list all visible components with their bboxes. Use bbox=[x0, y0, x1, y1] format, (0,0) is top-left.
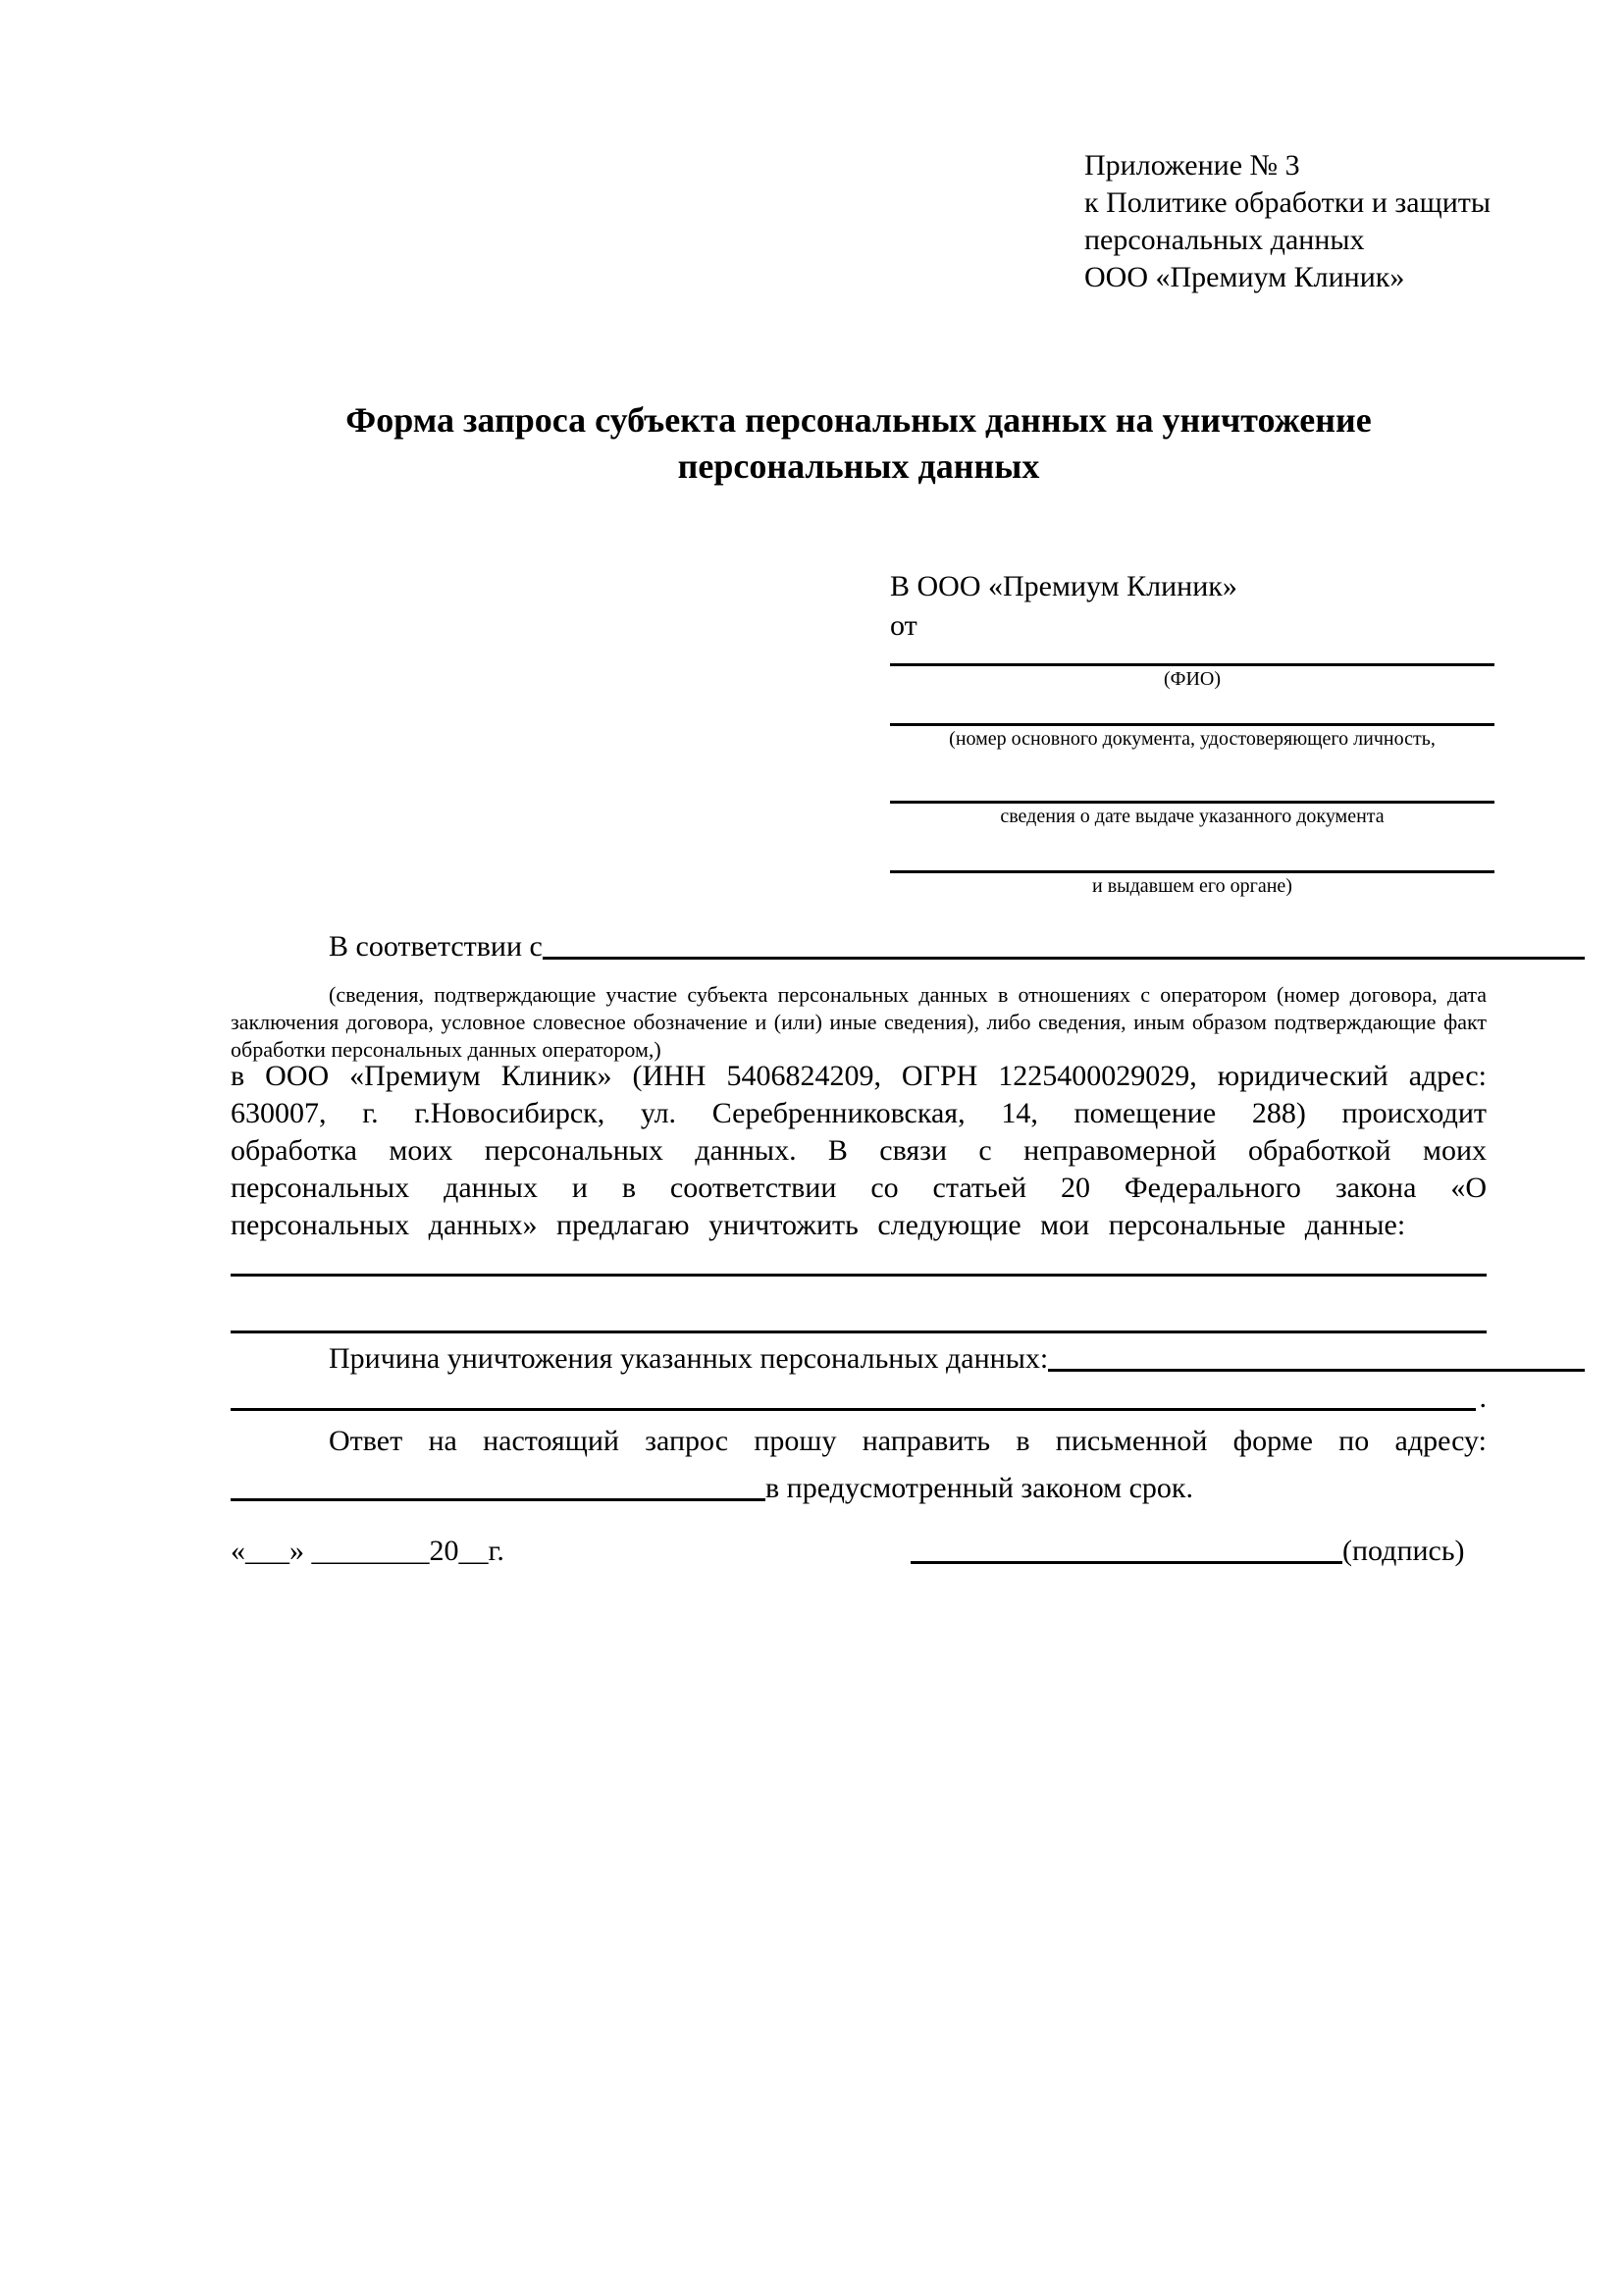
signature-line bbox=[911, 1533, 1342, 1564]
recipient-from-label: от bbox=[890, 609, 917, 642]
address-row bbox=[231, 1470, 1487, 1507]
reply-paragraph: Ответ на настоящий запрос прошу направить в письменной форме по адресу: bbox=[329, 1425, 1487, 1457]
reason-row bbox=[231, 1340, 1585, 1378]
signature-caption: (подпись) bbox=[1342, 1535, 1465, 1567]
issuing-authority-line bbox=[890, 829, 1494, 873]
reason-continuation-row bbox=[231, 1380, 1487, 1417]
personal-data-blank-line-1 bbox=[231, 1217, 1487, 1277]
id-number-line bbox=[890, 692, 1494, 726]
recipient-to: В ООО «Премиум Клиник» bbox=[890, 570, 1237, 602]
reply-tail: в предусмотренный законом срок. bbox=[765, 1472, 1193, 1504]
appendix-block bbox=[1084, 147, 1491, 296]
appendix-line-3: персональных данных bbox=[1084, 224, 1365, 256]
accordance-lead: В соответствии с bbox=[329, 930, 543, 963]
accordance-fill-line bbox=[543, 928, 1585, 960]
title-line-2: персональных данных bbox=[677, 446, 1040, 486]
fio-caption: (ФИО) bbox=[1163, 668, 1221, 690]
date-blank: «___» ________20__г. bbox=[231, 1535, 504, 1567]
reason-line-period: . bbox=[1479, 1382, 1487, 1414]
document-title bbox=[231, 397, 1487, 490]
body-paragraph: в ООО «Премиум Клиник» (ИНН 5406824209, ОГРН 1225400029029, юридический адрес: 630007, г. г.Новосибирск, ул. Серебренниковская, 14, помещение 288) происходит обработка моих персональных данных. В связи с неправомерной обработкой моих персональных данных и в соответствии со статьей 20 Федерального закона «О персональных данных» предлагаю уничтожить следующие мои персональные данные: bbox=[231, 1060, 1487, 1241]
personal-data-blank-line-2 bbox=[231, 1274, 1487, 1333]
address-fill-line bbox=[231, 1470, 765, 1501]
fio-line bbox=[890, 646, 1494, 666]
appendix-line-4: ООО «Премиум Клиник» bbox=[1084, 261, 1405, 293]
accordance-row bbox=[231, 928, 1585, 965]
accordance-footnote: (сведения, подтверждающие участие субъекта персональных данных в отношениях с оператором (номер договора, дата заключения договора, условное словесное обозначение и (или) иные сведения), либо сведения, иным образом подтверждающие факт обработки персональных данных оператором,) bbox=[231, 982, 1487, 1062]
signature-group bbox=[911, 1533, 1487, 1570]
appendix-line-1: Приложение № 3 bbox=[1084, 149, 1300, 182]
id-number-caption: (номер основного документа, удостоверяющего личность, bbox=[949, 728, 1436, 750]
footer-row bbox=[231, 1533, 1487, 1570]
title-line-1: Форма запроса субъекта персональных данных на уничтожение bbox=[345, 400, 1372, 440]
reason-fill-line bbox=[1048, 1340, 1585, 1372]
recipient-block bbox=[890, 567, 1494, 899]
appendix-line-2: к Политике обработки и защиты bbox=[1084, 186, 1492, 219]
issuing-authority-caption: и выдавшем его органе) bbox=[1092, 875, 1292, 897]
issue-date-caption: сведения о дате выдаче указанного документа bbox=[1000, 806, 1385, 827]
reason-continuation-line bbox=[231, 1408, 1476, 1411]
issue-date-line bbox=[890, 752, 1494, 804]
reason-label: Причина уничтожения указанных персональных данных: bbox=[329, 1342, 1049, 1375]
